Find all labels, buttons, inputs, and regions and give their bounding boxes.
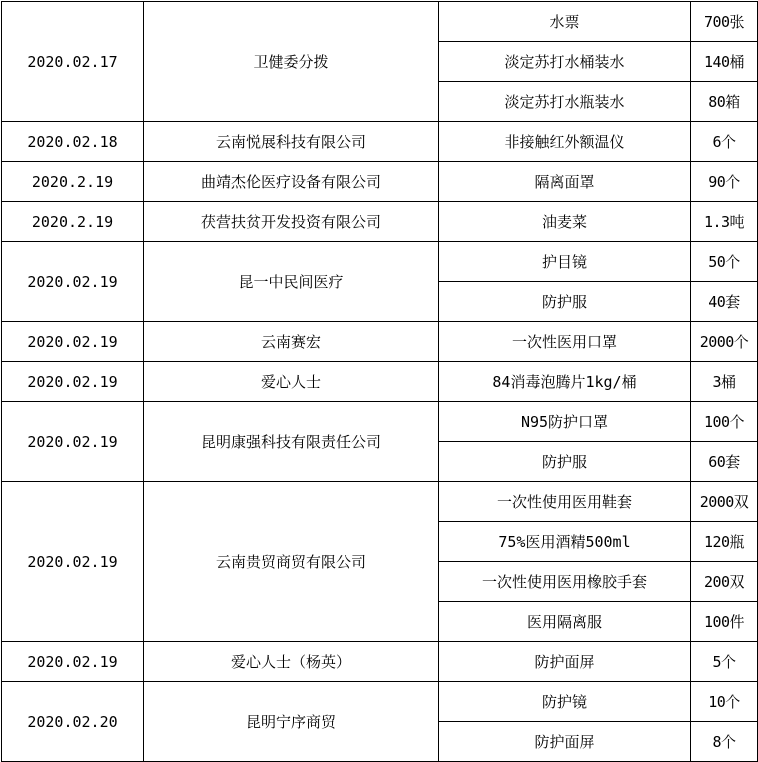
- item-name-cell: 84消毒泡腾片1kg/桶: [439, 362, 691, 402]
- table-row: [2, 242, 758, 282]
- quantity-cell: [691, 82, 758, 122]
- quantity-text: 80箱: [708, 93, 740, 111]
- item-name-cell: 隔离面罩: [439, 162, 691, 202]
- date-cell: 2020.02.19: [2, 482, 144, 642]
- donor-cell: 爱心人士（杨英）: [144, 642, 439, 682]
- quantity-cell: [691, 682, 758, 722]
- date-cell: 2020.02.19: [2, 362, 144, 402]
- quantity-text: 700张: [703, 13, 745, 31]
- item-name-cell: 一次性使用医用橡胶手套: [439, 562, 691, 602]
- quantity-text: 2000个: [699, 333, 749, 351]
- donation-table: [1, 1, 758, 762]
- quantity-cell: [691, 242, 758, 282]
- quantity-cell: [691, 602, 758, 642]
- donor-cell: 云南悦展科技有限公司: [144, 122, 439, 162]
- quantity-cell: [691, 442, 758, 482]
- quantity-text: 8个: [712, 733, 736, 751]
- item-name-cell: 75%医用酒精500ml: [439, 522, 691, 562]
- quantity-cell: [691, 522, 758, 562]
- table-row: [2, 482, 758, 522]
- quantity-cell: [691, 482, 758, 522]
- quantity-text: 1.3吨: [703, 213, 745, 231]
- quantity-cell: [691, 162, 758, 202]
- item-name-cell: 医用隔离服: [439, 602, 691, 642]
- donor-cell: 爱心人士: [144, 362, 439, 402]
- date-cell: 2020.02.20: [2, 682, 144, 762]
- item-name-cell: 防护面屏: [439, 722, 691, 762]
- quantity-text: 2000双: [699, 493, 749, 511]
- date-cell: 2020.02.19: [2, 402, 144, 482]
- table-row: [2, 362, 758, 402]
- quantity-text: 40套: [708, 293, 740, 311]
- quantity-text: 100件: [703, 613, 745, 631]
- item-name-cell: 一次性使用医用鞋套: [439, 482, 691, 522]
- table-row: [2, 682, 758, 722]
- quantity-cell: [691, 322, 758, 362]
- item-name-cell: 护目镜: [439, 242, 691, 282]
- date-cell: 2020.2.19: [2, 202, 144, 242]
- quantity-cell: [691, 202, 758, 242]
- date-cell: 2020.02.19: [2, 322, 144, 362]
- quantity-text: 3桶: [712, 373, 736, 391]
- quantity-text: 60套: [708, 453, 740, 471]
- table-row: [2, 162, 758, 202]
- quantity-text: 10个: [708, 693, 740, 711]
- item-name-cell: 一次性医用口罩: [439, 322, 691, 362]
- table-row: [2, 322, 758, 362]
- item-name-cell: 油麦菜: [439, 202, 691, 242]
- quantity-text: 50个: [708, 253, 740, 271]
- item-name-cell: 防护面屏: [439, 642, 691, 682]
- date-cell: 2020.02.18: [2, 122, 144, 162]
- donor-cell: 云南赛宏: [144, 322, 439, 362]
- item-name-cell: 防护镜: [439, 682, 691, 722]
- donor-cell: 昆明康强科技有限责任公司: [144, 402, 439, 482]
- donor-cell: 卫健委分拨: [144, 2, 439, 122]
- quantity-cell: [691, 282, 758, 322]
- donor-cell: 昆一中民间医疗: [144, 242, 439, 322]
- table-row: [2, 122, 758, 162]
- quantity-cell: [691, 562, 758, 602]
- donor-cell: 曲靖杰伦医疗设备有限公司: [144, 162, 439, 202]
- donor-cell: 茯营扶贫开发投资有限公司: [144, 202, 439, 242]
- quantity-text: 200双: [703, 573, 745, 591]
- date-cell: 2020.02.19: [2, 642, 144, 682]
- item-name-cell: 水票: [439, 2, 691, 42]
- date-cell: 2020.02.19: [2, 242, 144, 322]
- quantity-text: 6个: [712, 133, 736, 151]
- quantity-text: 120瓶: [703, 533, 745, 551]
- quantity-cell: [691, 402, 758, 442]
- table-row: [2, 402, 758, 442]
- donor-cell: 昆明宁序商贸: [144, 682, 439, 762]
- donation-table-body: [2, 2, 758, 762]
- date-cell: 2020.02.17: [2, 2, 144, 122]
- quantity-text: 140桶: [703, 53, 745, 71]
- quantity-text: 5个: [712, 653, 736, 671]
- table-row: [2, 202, 758, 242]
- quantity-cell: [691, 362, 758, 402]
- quantity-cell: [691, 42, 758, 82]
- date-cell: 2020.2.19: [2, 162, 144, 202]
- quantity-text: 100个: [703, 413, 745, 431]
- quantity-text: 90个: [708, 173, 740, 191]
- table-row: [2, 642, 758, 682]
- item-name-cell: 淡定苏打水瓶装水: [439, 82, 691, 122]
- item-name-cell: 淡定苏打水桶装水: [439, 42, 691, 82]
- quantity-cell: [691, 642, 758, 682]
- item-name-cell: 非接触红外额温仪: [439, 122, 691, 162]
- quantity-cell: [691, 722, 758, 762]
- quantity-cell: [691, 2, 758, 42]
- table-row: [2, 2, 758, 42]
- donor-cell: 云南贵贸商贸有限公司: [144, 482, 439, 642]
- item-name-cell: 防护服: [439, 442, 691, 482]
- item-name-cell: N95防护口罩: [439, 402, 691, 442]
- quantity-cell: [691, 122, 758, 162]
- item-name-cell: 防护服: [439, 282, 691, 322]
